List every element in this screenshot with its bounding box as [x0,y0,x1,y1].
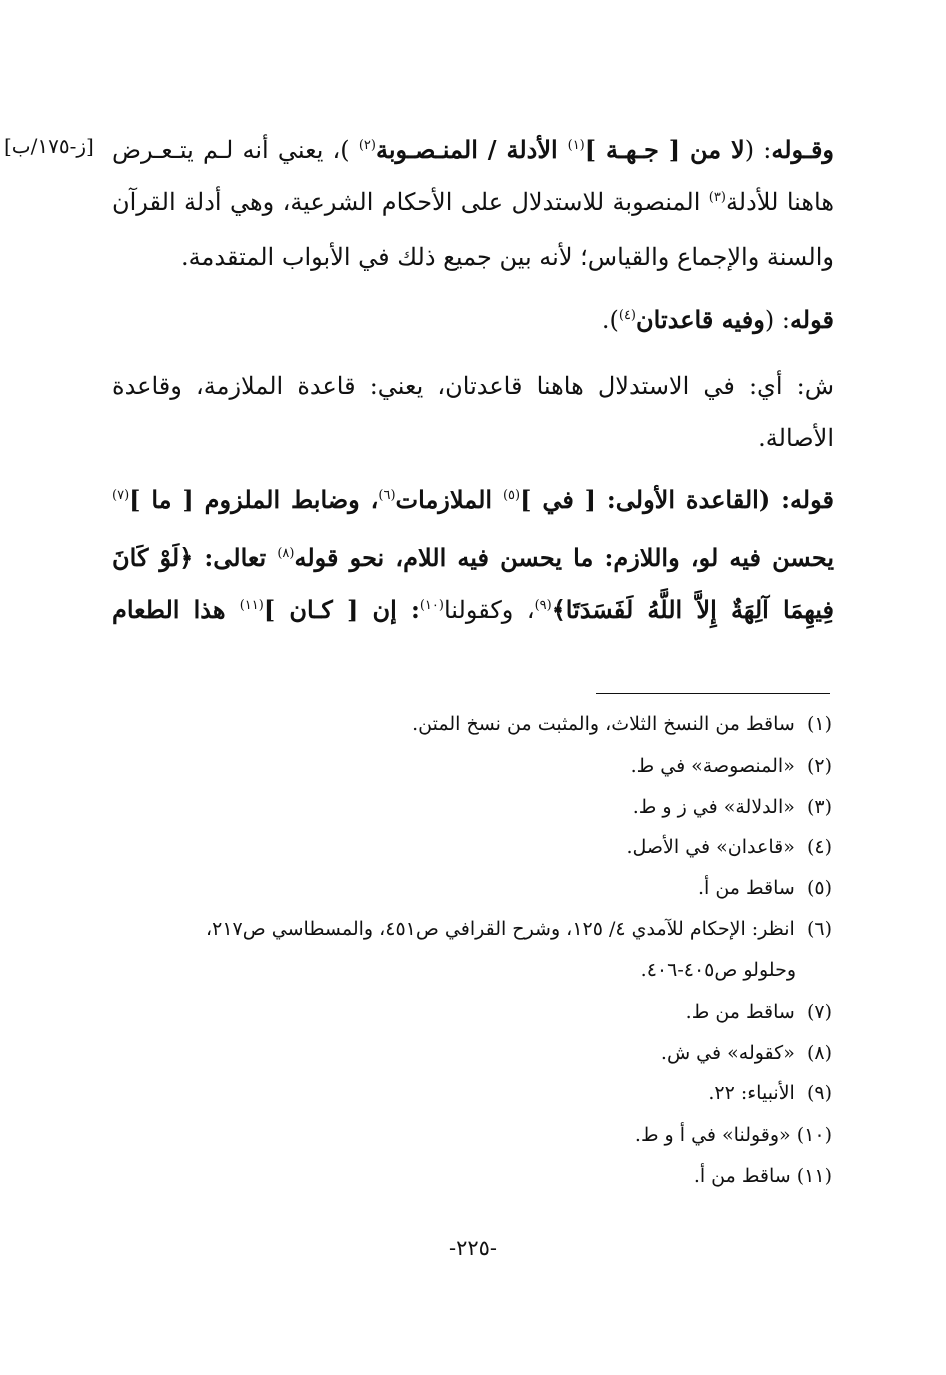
footnote-7 [686,997,832,1027]
footnote-9 [708,1078,832,1108]
p4-line2-b: تعالى: ﴿لَوْ كَانَ [112,543,278,572]
p4-verse: فِيهِمَا آلِهَةٌ إِلاَّ اللَّهُ لَفَسَدَتَا﴾ [551,595,835,624]
footnote-number: (١٠) [796,1124,832,1146]
footnote-number: (١١) [796,1165,832,1187]
footnote-text: «المنصوصة» في ط. [630,755,795,777]
footnote-text: «وقولنا» في أ و ط. [634,1124,791,1146]
p4-line2-a: يحسن فيه لو، واللازم: ما يحسن فيه اللام، نحو قوله [294,543,834,572]
p3-line1: ش: أي: في الاستدلال هاهنا قاعدتان، يعني: قاعدة الملازمة، وقاعدة [112,372,834,400]
p1-line2-a: هاهنا للأدلة [725,188,835,216]
footnote-4 [627,832,833,862]
footnote-8 [661,1038,832,1068]
footnote-text: ساقط من أ. [697,877,795,899]
p4-line3-c: : إن [ كـان ] [263,595,420,624]
footnote-text: «قاعدان» في الأصل. [626,836,795,858]
p2-colon: : ( [764,306,790,334]
footnote-2 [631,751,832,781]
p1-quote-a: لا من [ جـهـة ] [584,135,745,164]
page-number: -٢٢٥- [448,1236,498,1260]
fn-marker-11: (١١) [239,598,264,613]
footnote-6-continued: وحلولو ص٤٠٥-٤٠٦. [640,959,796,981]
fn-marker-2: (٢) [358,138,376,153]
p4-label: قوله [789,485,834,514]
footnote-number: (٤) [806,836,832,858]
fn-marker-9: (٩) [534,598,552,613]
fn-marker-5: (٥) [502,488,521,503]
p1-line1 [112,130,834,170]
footnote-text: ساقط من أ. [693,1165,791,1187]
p4-quote-a: : (القاعدة الأولى: [ في ] [520,485,790,514]
footnote-text: «الدلالة» في ز و ط. [632,796,795,818]
footnote-text: انظر: الإحكام للآمدي ٤/ ١٢٥، وشرح القرافي ص٤٥١، والمسطاسي ص٢١٧، [206,918,795,940]
p1-line2 [112,182,834,222]
p2-quote: وفيه قاعدتان [636,305,765,334]
footnote-text: «كقوله» في ش. [660,1042,795,1064]
p1-line1-end: )، يعني أنه لـم يتـعـرض [112,136,359,164]
p4-line3-d: هذا الطعام [112,595,240,624]
fn-marker-7: (٧) [112,488,130,503]
footnote-number: (٨) [806,1042,832,1064]
p4-quote-b: الملازمات [395,485,503,514]
footnote-number: (٢) [806,755,832,777]
p3-line2: الأصالة. [758,424,834,452]
footnote-1 [412,709,832,739]
footnote-5 [698,873,832,903]
p4-line2 [112,538,834,578]
fn-marker-6: (٦) [378,488,396,503]
fn-marker-3: (٣) [708,190,726,205]
p1-quote-b: الأدلة / المنـصـوبة [375,135,568,164]
footnote-text: ساقط من ط. [685,1001,795,1023]
fn-marker-1: (١) [567,138,585,153]
footnote-11 [694,1161,832,1191]
fn-marker-4: (٤) [618,308,636,323]
footnote-text: الأنبياء: ٢٢. [708,1082,795,1104]
footnote-number: (٧) [806,1001,832,1023]
footnote-3 [633,792,832,822]
margin-reference: [ز-١٧٥/ب] [4,134,94,158]
footnote-number: (١) [806,713,832,735]
p4-line3 [112,590,834,630]
p2-label: قوله [789,305,834,334]
footnote-number: (٣) [806,796,832,818]
p1-label: وقـوله [771,135,835,164]
footnote-separator [596,693,830,694]
p1-line2-b: المنصوبة للاستدلال على الأحكام الشرعية، وهي أدلة القرآن [112,188,709,216]
footnote-number: (٩) [806,1082,832,1104]
p4-quote-c: ، وضابط الملزوم [ ما ] [129,485,379,514]
footnote-number: (٥) [806,877,832,899]
fn-marker-8: (٨) [277,546,295,561]
p4-line3-b: ، وكقولنا [443,596,535,624]
p2-line1 [602,300,834,340]
footnote-6 [206,914,832,944]
fn-marker-10: (١٠) [419,598,444,613]
footnote-10 [635,1120,832,1150]
p1-colon: : ( [744,136,772,164]
p4-line1 [112,480,834,520]
footnote-text: ساقط من النسخ الثلاث، والمثبت من نسخ المتن. [412,713,795,735]
p1-line3: والسنة والإجماع والقياس؛ لأنه بين جميع ذلك في الأبواب المتقدمة. [181,243,834,271]
footnote-number: (٦) [806,918,832,940]
p2-end: ). [601,306,619,334]
